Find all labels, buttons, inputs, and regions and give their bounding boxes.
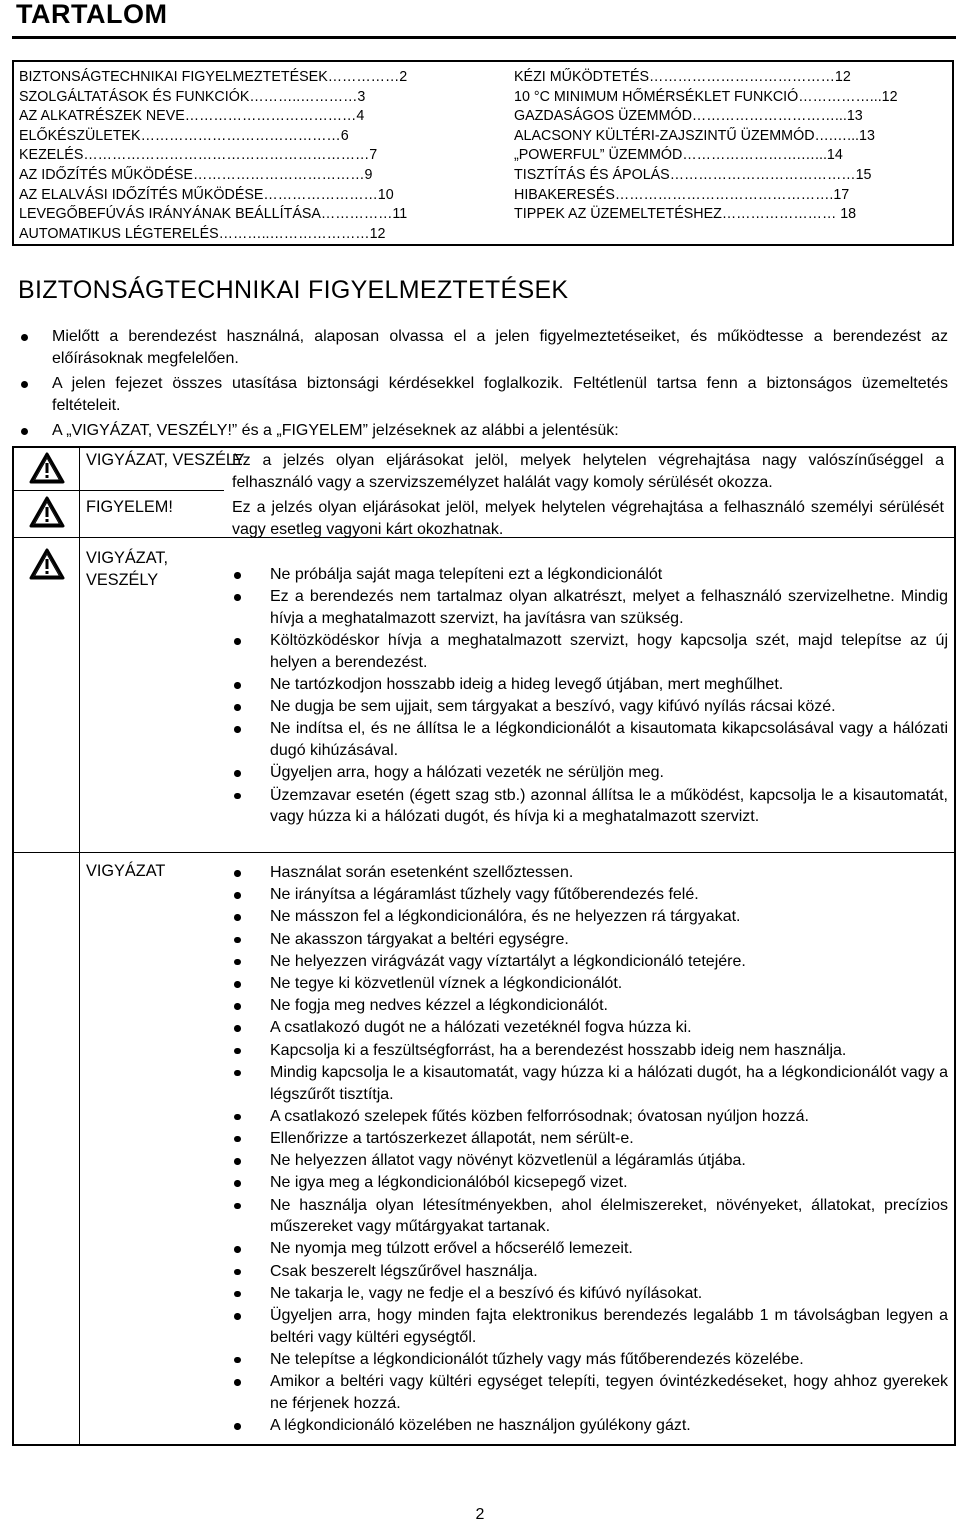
page-title: TARTALOM: [16, 0, 168, 29]
intro-item: [20, 373, 948, 417]
toc-entry[interactable]: AUTOMATIKUS LÉGTERELÉS………..…………………12: [19, 225, 386, 242]
intro-item: [20, 420, 948, 442]
bullet-icon: [234, 959, 241, 966]
intro-text: Mielőtt a berendezést használná, alaposan olvassa el a jelen figyelmeztetéseiket, és működtesse a berendezést az előírásoknak megfelelően.: [52, 328, 948, 367]
caution-definition: Ez a jelzés olyan eljárásokat jelöl, melyek helytelen végrehajtása a felhasználó személyi sérülését vagy esetleg vagyoni kárt okozhatnak.: [232, 499, 944, 538]
danger-item: Ügyeljen arra, hogy a hálózati vezeték ne sérüljön meg.: [232, 762, 948, 784]
danger-block-label: VIGYÁZAT, VESZÉLY: [86, 549, 169, 589]
bullet-icon: [234, 1379, 241, 1386]
bullet-icon: [234, 1357, 241, 1364]
caution-item: A csatlakozó dugót ne a hálózati vezetéknél fogva húzza ki.: [232, 1017, 948, 1039]
warning-triangle-icon: [29, 548, 65, 580]
bullet-icon: [234, 1423, 241, 1430]
toc-entry[interactable]: HIBAKERESÉS……………………………………….17: [514, 186, 850, 203]
caution-list: [232, 862, 948, 1437]
warning-triangle-icon: [29, 452, 65, 484]
bullet-icon: [234, 870, 241, 877]
danger-item: Ne tartózkodjon hosszabb ideig a hideg levegő útjában, mert meghűlhet.: [232, 674, 948, 696]
warning-table: [12, 446, 956, 1446]
caution-item: Ellenőrizze a tartószerkezet állapotát, nem sérült-e.: [232, 1128, 948, 1150]
bullet-icon: [234, 682, 241, 689]
bullet-icon: [234, 1269, 241, 1276]
toc-entry[interactable]: GAZDASÁGOS ÜZEMMÓD…………………………...13: [514, 108, 863, 125]
caution-block-label: VIGYÁZAT: [86, 862, 166, 880]
danger-item: Ne dugja be sem ujjait, sem tárgyakat a beszívó, vagy kifúvó nyílás rácsai közé.: [232, 696, 948, 718]
toc-entry[interactable]: 10 °C MINIMUM HŐMÉRSÉKLET FUNKCIÓ……………...12: [514, 88, 898, 105]
caution-item: Ne akasszon tárgyakat a beltéri egységre.: [232, 929, 948, 951]
caution-item: Kapcsolja ki a feszültségforrást, ha a berendezést hosszabb ideig nem használja.: [232, 1040, 948, 1062]
intro-text: A „VIGYÁZAT, VESZÉLY!” és a „FIGYELEM” jelzéseknek az alábbi a jelentésük:: [52, 422, 619, 439]
caution-item: Ne helyezzen állatot vagy növényt közvetlenül a légáramlás útjába.: [232, 1150, 948, 1172]
intro-list: [20, 326, 948, 445]
toc-entry[interactable]: AZ IDŐZÍTÉS MŰKÖDÉSE………………………………9: [19, 166, 373, 183]
caution-item: Ne fogja meg nedves kézzel a légkondicionálót.: [232, 995, 948, 1017]
toc-entry[interactable]: AZ ELALVÁSI IDŐZÍTÉS MŰKÖDÉSE……………………10: [19, 186, 394, 203]
bullet-icon: [234, 1136, 241, 1143]
bullet-icon: [234, 770, 241, 777]
bullet-icon: [234, 937, 241, 944]
caution-item: Ne nyomja meg túlzott erővel a hőcserélő lemezeit.: [232, 1238, 948, 1260]
danger-item: Ne próbálja saját maga telepíteni ezt a légkondicionálót: [232, 564, 948, 586]
caution-item: A légkondicionáló közelében ne használjon gyúlékony gázt.: [232, 1415, 948, 1437]
danger-definition: Ez a jelzés olyan eljárásokat jelöl, melyek helytelen végrehajtása nagy valószínűséggel a felhasználó vagy a szervizszemélyzet halálát vagy komoly sérülését okozza.: [232, 452, 944, 491]
toc-entry[interactable]: ALACSONY KÜLTÉRI-ZAJSZINTŰ ÜZEMMÓD….…...13: [514, 127, 875, 144]
toc-entry[interactable]: SZOLGÁLTATÁSOK ÉS FUNKCIÓK………..…………3: [19, 88, 366, 105]
bullet-icon: [234, 1180, 241, 1187]
bullet-icon: [234, 1114, 241, 1121]
column-divider: [79, 448, 80, 1444]
bullet-icon: [234, 1048, 241, 1055]
toc-entry[interactable]: KÉZI MŰKÖDTETÉS…………………………………12: [514, 69, 851, 85]
bullet-icon: [234, 892, 241, 899]
bullet-icon: [21, 428, 28, 435]
bullet-icon: [234, 1003, 241, 1010]
bullet-icon: [234, 1203, 241, 1210]
caution-item: Ügyeljen arra, hogy minden fajta elektronikus berendezés legalább 1 m távolságban legyen a beltéri vagy kültéri egységtől.: [232, 1305, 948, 1348]
bullet-icon: [234, 914, 241, 921]
danger-item: Üzemzavar esetén (égett szag stb.) azonnal állítsa le a működést, kapcsolja le a kisautomatát, vagy húzza ki a hálózati dugót, és hívja ki a meghatalmazott szervizt.: [232, 785, 948, 828]
toc-entry[interactable]: LEVEGŐBEFÚVÁS IRÁNYÁNAK BEÁLLÍTÁSA……………11: [19, 206, 408, 223]
danger-item: Ne indítsa el, és ne állítsa le a légkondicionálót a kisautomata kikapcsolásával vagy a hálózati dugó kihúzásával.: [232, 718, 948, 761]
intro-text: A jelen fejezet összes utasítása biztonsági kérdésekkel foglalkozik. Feltétlenül tartsa fenn a biztonságos üzemeltetés feltételeit.: [52, 375, 948, 414]
caution-item: Ne használja olyan létesítményekben, ahol élelmiszereket, növényeket, állatokat, precízios műszereket vagy műtárgyakat tartanak.: [232, 1195, 948, 1238]
caution-item: Ne takarja le, vagy ne fedje el a beszívó és kifúvó nyílásokat.: [232, 1283, 948, 1305]
caution-item: A csatlakozó szelepek fűtés közben felforrósodnak; óvatosan nyúljon hozzá.: [232, 1106, 948, 1128]
header: [12, 0, 956, 39]
section-title: BIZTONSÁGTECHNIKAI FIGYELMEZTETÉSEK: [18, 276, 569, 304]
danger-label: VIGYÁZAT, VESZÉLY: [86, 451, 245, 469]
danger-list: [232, 564, 948, 828]
bullet-icon: [234, 981, 241, 988]
row-divider: [14, 490, 224, 491]
bullet-icon: [234, 1313, 241, 1320]
bullet-icon: [234, 704, 241, 711]
toc-entry[interactable]: TIPPEK AZ ÜZEMELTETÉSHEZ…………………… 18: [514, 206, 857, 223]
caution-item: Ne tegye ki közvetlenül víznek a légkondicionálót.: [232, 973, 948, 995]
danger-item: Ez a berendezés nem tartalmaz olyan alkatrészt, melyet a felhasználó szervizelhetne. Mindig hívja a meghatalmazott szervizt, ha javításra van szükség.: [232, 586, 948, 629]
bullet-icon: [234, 726, 241, 733]
toc-entry[interactable]: KEZELÉS……………………………………………………7: [19, 147, 378, 164]
bullet-icon: [234, 594, 241, 601]
intro-item: [20, 326, 948, 370]
bullet-icon: [234, 1246, 241, 1253]
caution-item: Ne igya meg a légkondicionálóból kicsepegő vizet.: [232, 1172, 948, 1194]
table-of-contents: [12, 60, 954, 246]
warning-triangle-icon: [29, 496, 65, 528]
page-number: 2: [475, 1506, 485, 1523]
caution-item: Amikor a beltéri vagy kültéri egységet telepíti, tegyen óvintézkedéseket, hogy ahhoz gyerekek ne férjenek hozzá.: [232, 1371, 948, 1414]
caution-item: Használat során esetenként szellőztessen.: [232, 862, 948, 884]
bullet-icon: [234, 1025, 241, 1032]
bullet-icon: [21, 334, 28, 341]
toc-entry[interactable]: AZ ALKATRÉSZEK NEVE………………………………4: [19, 108, 365, 125]
caution-item: Ne másszon fel a légkondicionálóra, és ne helyezzen rá tárgyakat.: [232, 906, 948, 928]
bullet-icon: [234, 572, 241, 579]
danger-item: Költözködéskor hívja a meghatalmazott szervizt, hogy kapcsolja szét, majd telepítse az új helyen a berendezést.: [232, 630, 948, 673]
caution-item: Csak beszerelt légszűrővel használja.: [232, 1261, 948, 1283]
bullet-icon: [234, 1291, 241, 1298]
caution-item: Mindig kapcsolja le a kisautomatát, vagy húzza ki a hálózati dugót, ha a légkondicionálót vagy a légszűrőt tisztítja.: [232, 1062, 948, 1105]
toc-left-column: [19, 68, 407, 244]
bullet-icon: [234, 1158, 241, 1165]
toc-entry[interactable]: BIZTONSÁGTECHNIKAI FIGYELMEZTETÉSEK……………2: [19, 69, 408, 85]
toc-entry[interactable]: TISZTÍTÁS ÉS ÁPOLÁS…………………………………15: [514, 166, 872, 183]
bullet-icon: [234, 793, 241, 800]
bullet-icon: [21, 381, 28, 388]
bullet-icon: [234, 638, 241, 645]
caution-item: Ne helyezzen virágvázát vagy víztartályt a légkondicionáló tetejére.: [232, 951, 948, 973]
toc-entry[interactable]: „POWERFUL” ÜZEMMÓD…………………….…...14: [514, 147, 843, 164]
caution-item: Ne telepítse a légkondicionálót tűzhely vagy más fűtőberendezés közelébe.: [232, 1349, 948, 1371]
toc-right-column: [514, 68, 898, 225]
row-divider: [14, 852, 954, 853]
caution-item: Ne irányítsa a légáramlást tűzhely vagy fűtőberendezés felé.: [232, 884, 948, 906]
toc-entry[interactable]: ELŐKÉSZÜLETEK……………………………………6: [19, 127, 349, 144]
caution-label: FIGYELEM!: [86, 498, 173, 516]
bullet-icon: [234, 1070, 241, 1077]
